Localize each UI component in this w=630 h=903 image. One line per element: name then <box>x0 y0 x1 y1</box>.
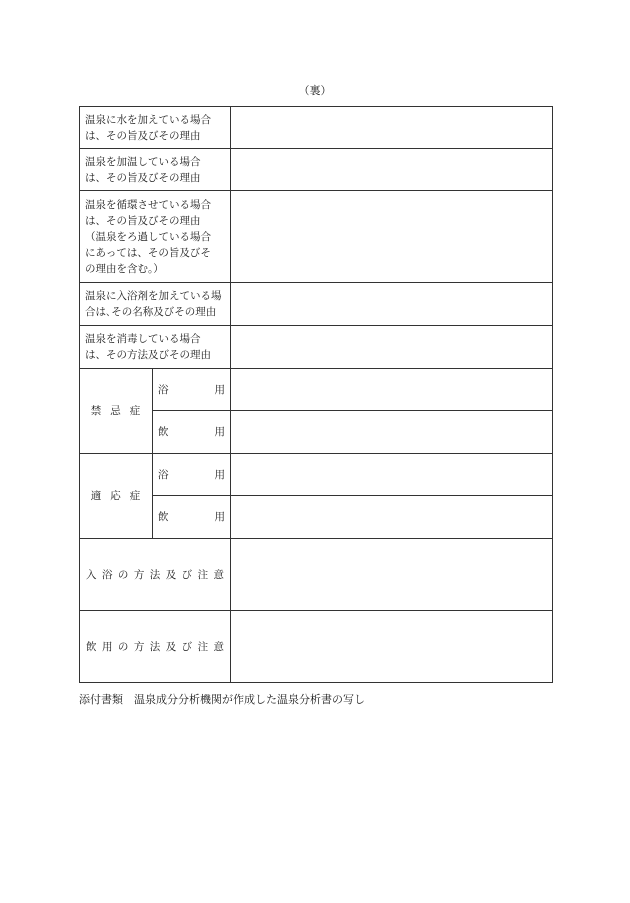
drinking-method-char: 及 <box>165 640 177 653</box>
page-heading: （裏） <box>298 84 332 97</box>
bathing-method-char: 方 <box>133 568 145 581</box>
bathing-method-char: 及 <box>165 568 177 581</box>
heated-label-line2: は、その旨及びその理由 <box>85 171 201 184</box>
drinking-method-char: 飲 <box>86 640 97 653</box>
contraindications-bathing-value[interactable] <box>231 369 553 411</box>
indications-bathing-char1: 浴 <box>158 468 169 481</box>
bathing-method-label <box>80 539 231 611</box>
bathing-method-char: 法 <box>149 568 161 581</box>
contraindications-drinking-char1: 飲 <box>158 426 169 438</box>
drinking-method-char: 法 <box>149 640 161 653</box>
row-circulated <box>80 191 553 283</box>
drinking-method-char: の <box>117 640 129 653</box>
attachment-text: 温泉成分分析機関が作成した温泉分析書の写し <box>134 693 365 706</box>
bathing-method-char: 入 <box>86 568 97 581</box>
row-bathing-method <box>80 539 553 611</box>
row-water-added <box>80 107 553 149</box>
bath-additive-label-line2: 合は､その名称及びその理由 <box>85 306 217 318</box>
contraindications-drinking-label <box>153 411 231 454</box>
bath-additive-label <box>80 283 231 326</box>
circulated-label-line4: にあっては、その旨及びそ <box>85 246 211 259</box>
row-contraindications-bathing <box>80 369 553 411</box>
indications-bathing-label <box>153 454 231 496</box>
circulated-label-line3: （温泉をろ過している場合 <box>85 230 211 243</box>
indications-drinking-char1: 飲 <box>158 511 169 523</box>
bathing-method-char: び <box>181 568 193 581</box>
bathing-method-char: 意 <box>213 568 224 581</box>
contraindications-bathing-label <box>153 369 231 411</box>
circulated-value[interactable] <box>231 191 553 283</box>
drinking-method-label <box>80 611 231 683</box>
water-added-label-line2: は、その旨及びその理由 <box>85 129 201 142</box>
drinking-method-char: 意 <box>213 640 224 653</box>
indications-bathing-char2: 用 <box>214 468 225 481</box>
circulated-label-line1: 温泉を循環させている場合 <box>85 198 211 211</box>
contraindications-drinking-char2: 用 <box>214 426 225 438</box>
attachment-label: 添付書類 <box>79 693 123 706</box>
circulated-label-line5: の理由を含む。） <box>85 262 164 275</box>
disinfected-label-line1: 温泉を消毒している場合 <box>85 333 201 345</box>
bathing-method-char: 浴 <box>101 568 113 581</box>
drinking-method-char: 注 <box>197 640 209 653</box>
circulated-label <box>80 191 231 283</box>
indications-drinking-value[interactable] <box>231 496 553 539</box>
bathing-method-char: の <box>117 568 129 581</box>
disinfected-label <box>80 326 231 369</box>
contraindications-drinking-value[interactable] <box>231 411 553 454</box>
row-indications-bathing <box>80 454 553 496</box>
heated-value[interactable] <box>231 149 553 191</box>
disinfected-label-line2: は、その方法及びその理由 <box>85 349 211 361</box>
drinking-method-char: 方 <box>133 640 145 653</box>
indications-label: 適応症 <box>80 454 153 539</box>
contraindications-label: 禁忌症 <box>80 369 153 454</box>
row-bath-additive <box>80 283 553 326</box>
water-added-label-line1: 温泉に水を加えている場合 <box>85 113 211 126</box>
row-disinfected <box>80 326 553 369</box>
contraindications-bathing-char1: 浴 <box>158 383 169 396</box>
bath-additive-value[interactable] <box>231 283 553 326</box>
drinking-method-char: び <box>181 640 193 653</box>
indications-drinking-label <box>153 496 231 539</box>
bathing-method-char: 注 <box>197 568 209 581</box>
attachment-note <box>79 693 365 707</box>
bathing-method-value[interactable] <box>231 539 553 611</box>
water-added-value[interactable] <box>231 107 553 149</box>
disinfected-value[interactable] <box>231 326 553 369</box>
bath-additive-label-line1: 温泉に入浴剤を加えている場 <box>85 290 222 302</box>
heated-label <box>80 149 231 191</box>
heated-label-line1: 温泉を加温している場合 <box>85 155 201 168</box>
hot-spring-form-table <box>79 106 553 683</box>
indications-bathing-value[interactable] <box>231 454 553 496</box>
indications-drinking-char2: 用 <box>214 511 225 523</box>
row-drinking-method <box>80 611 553 683</box>
drinking-method-char: 用 <box>101 640 113 653</box>
row-heated <box>80 149 553 191</box>
circulated-label-line2: は、その旨及びその理由 <box>85 214 201 227</box>
water-added-label <box>80 107 231 149</box>
drinking-method-value[interactable] <box>231 611 553 683</box>
contraindications-bathing-char2: 用 <box>214 383 225 396</box>
